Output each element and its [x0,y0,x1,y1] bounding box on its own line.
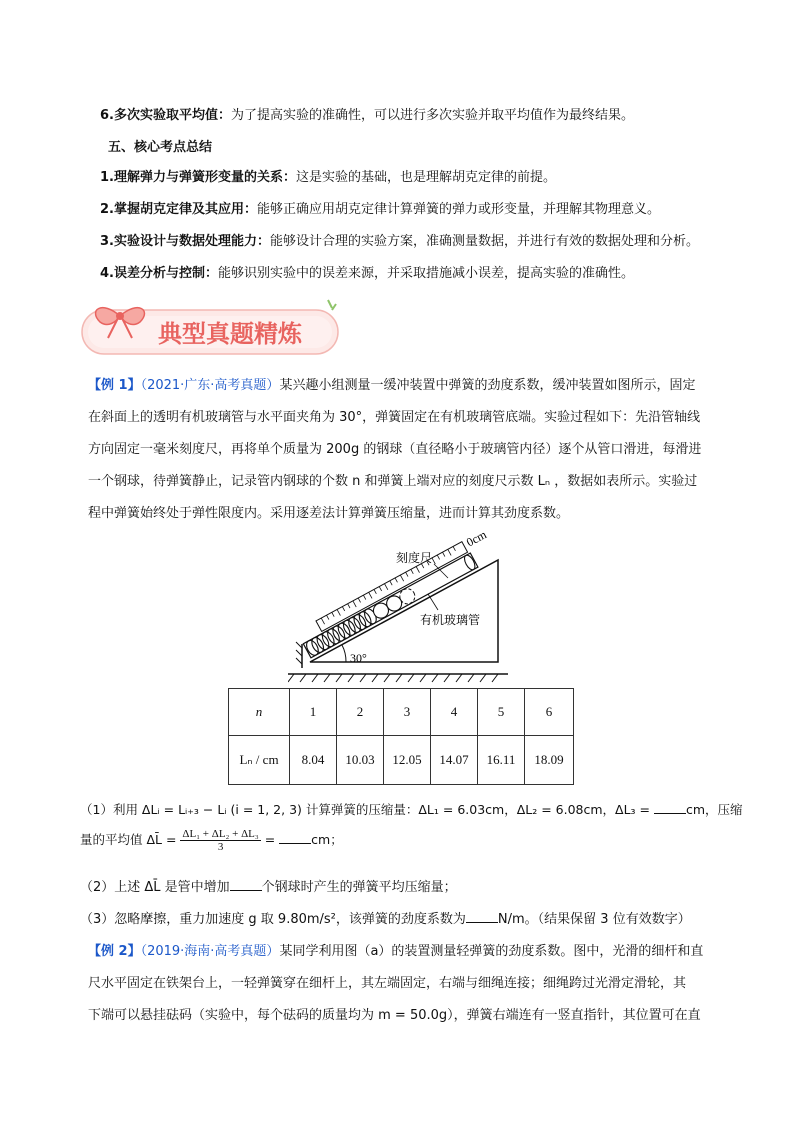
banner-graphic [80,296,342,358]
answer-blank[interactable] [466,910,498,923]
table-cell: 5 [478,689,525,736]
answer-blank[interactable] [230,878,262,891]
table-cell: 14.07 [431,736,478,785]
banner-title: 典型真题精炼 [158,320,302,348]
q1-unit: cm； [311,832,343,847]
q2-text: （2）上述 ΔL̄ 是管中增加 [80,880,230,895]
table-cell: 3 [384,689,431,736]
zero-label: 0cm [464,527,489,550]
table-cell: 8.04 [290,736,337,785]
key-point-text: 能够设计合理的实验方案，准确测量数据，并进行有效的数据处理和分析。 [269,234,699,249]
q1-text-tail: cm，压缩 [685,802,743,817]
key-point-3 [100,230,724,249]
example-tag: 【例 1】 [88,378,141,393]
q3-text-tail: N/m。（结果保留 3 位有效数字） [497,912,691,927]
answer-blank[interactable] [654,801,686,814]
ruler-label: 刻度尺 [396,551,433,565]
angle-label: 30° [350,651,367,665]
q3-text: （3）忽略摩擦，重力加速度 g 取 9.80m/s²，该弹簧的劲度系数为 [80,912,466,927]
example1-line-5: 程中弹簧始终处于弹性限度内。采用逐差法计算弹簧压缩量，进而计算其劲度系数。 [88,506,570,521]
table-cell: 1 [290,689,337,736]
example-tag: 【例 2】 [88,944,141,959]
example1-line-3: 方向固定一毫米刻度尺，再将单个质量为 200g 的钢球（直径略小于玻璃管内径）逐个从管口滑进，每滑进 [88,442,702,457]
q1-equals: = [264,832,276,847]
fraction-numerator: ΔL₁ + ΔL₂ + ΔL₃ [182,828,259,840]
tip-item-6-text: 为了提高实验的准确性，可以进行多次实验并取平均值作为最终结果。 [230,108,634,123]
q1-avg-label: 量的平均值 ΔL̄ = [80,832,177,847]
example2-line-2: 尺水平固定在铁架台上，一轻弹簧穿在细杆上，其左端固定，右端与细绳连接；细绳跨过光滑定滑轮，其 [88,976,687,991]
fraction-denominator: 3 [217,841,224,853]
example-source: （2019·海南·高考真题） [140,944,280,959]
key-point-4 [100,262,724,281]
table-cell: 10.03 [337,736,384,785]
tip-item-6-label: 6.多次实验取平均值： [100,108,231,123]
table-cell: 12.05 [384,736,431,785]
tube-label: 有机玻璃管 [420,613,481,627]
table-cell: 18.09 [525,736,574,785]
question-1-line-2 [80,828,724,853]
example1-line-4: 一个钢球，待弹簧静止，记录管内钢球的个数 n 和弹簧上端对应的刻度尺示数 Lₙ ，数据如表所示。实验过 [88,474,698,489]
key-point-label: 3.实验设计与数据处理能力： [100,234,270,249]
question-2 [80,876,724,895]
example-text: 某兴趣小组测量一缓冲装置中弹簧的劲度系数，缓冲装置如图所示，固定 [279,378,696,393]
question-3 [80,908,724,927]
section-heading: 五、核心考点总结 [108,140,213,155]
tip-item-6 [100,104,724,123]
key-point-label: 4.误差分析与控制： [100,266,218,281]
avg-fraction [180,828,260,853]
table-cell: 6 [525,689,574,736]
key-point-2 [100,198,724,217]
example-source: （2021·广东·高考真题） [140,378,280,393]
key-point-text: 能够识别实验中的误差来源，并采取措施减小误差，提高实验的准确性。 [217,266,634,281]
q2-text-tail: 个钢球时产生的弹簧平均压缩量； [261,880,457,895]
table-header-L: Lₙ / cm [229,736,290,785]
key-point-label: 2.掌握胡克定律及其应用： [100,202,257,217]
example1-line-1 [88,374,724,393]
question-1-line-1 [80,800,743,818]
answer-blank[interactable] [279,831,311,844]
key-point-text: 这是实验的基础，也是理解胡克定律的前提。 [295,170,556,185]
example2-line-3: 下端可以悬挂砝码（实验中，每个砝码的质量均为 m = 50.0g），弹簧右端连有一竖直指针，其位置可在直 [88,1008,701,1023]
q1-text: （1）利用 ΔLᵢ = Lᵢ₊₃ − Lᵢ (i = 1, 2, 3) 计算弹簧的压缩量：ΔL₁ = 6.03cm，ΔL₂ = 6.08cm，ΔL₃ = [80,802,650,817]
apparatus-figure [288,522,508,688]
example1-line-2: 在斜面上的透明有机玻璃管与水平面夹角为 30°，弹簧固定在有机玻璃管底端。实验过程如下：先沿管轴线 [88,410,701,425]
key-point-1 [100,166,724,185]
table-row [229,736,574,785]
table-row [229,689,574,736]
section-banner [80,296,342,358]
table-cell: 2 [337,689,384,736]
table-cell: 4 [431,689,478,736]
key-point-text: 能够正确应用胡克定律计算弹簧的弹力或形变量，并理解其物理意义。 [256,202,660,217]
data-table [228,688,574,785]
example-text: 某同学利用图（a）的装置测量轻弹簧的劲度系数。图中，光滑的细杆和直 [279,944,704,959]
key-point-label: 1.理解弹力与弹簧形变量的关系： [100,170,296,185]
example2-line-1 [88,940,724,959]
table-header-n: n [229,689,290,736]
table-cell: 16.11 [478,736,525,785]
